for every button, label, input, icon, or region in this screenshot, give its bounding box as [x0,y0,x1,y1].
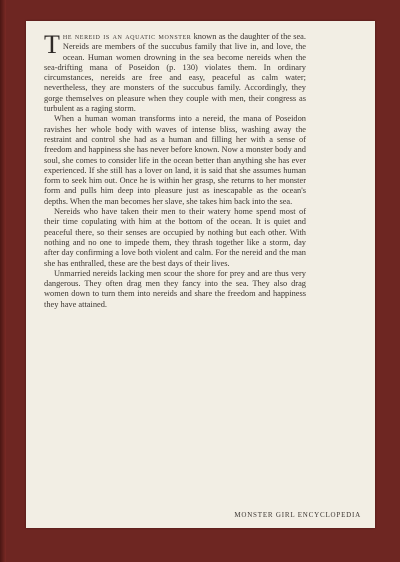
paragraph-3: Nereids who have taken their men to their watery home spend most of their time copulating with him at the bottom of the ocean. It is quiet and peaceful there, so their senses are occupied by nothing but each other. With nothing and no one to impede them, they thrash together like a storm, day after day confirming a love both violent and calm. For the nereid and the man she has enthralled, these are the best days of their lives. [44,207,306,268]
paper-panel [26,21,375,528]
page-edge-shadow [0,0,6,562]
paragraph-1 [44,32,306,114]
paragraph-4: Unmarried nereids lacking men scour the shore for prey and are thus very dangerous. They often drag men they fancy into the sea. They also drag women down to turn them into nereids and share the freedom and happiness they have attained. [44,268,306,309]
article-body [44,32,306,310]
running-footer: MONSTER GIRL ENCYCLOPEDIA [234,511,361,519]
paragraph-2: When a human woman transforms into a nereid, the mana of Poseidon ravishes her whole body with waves of intense bliss, washing away the restraint and control she had as a human and filling her with a sense of freedom and happiness she has never before known. Now a monster body and soul, she comes to consider life in the ocean better than anything she has ever experienced. If she still has a lover on land, it is said that she assumes human form to seek him out. Once he is within her grasp, she returns to her monster form and pulls him deep into pleasure just as inescapable as the ocean's depths. When the man becomes her slave, she takes him back into the sea. [44,114,306,206]
paragraph-1-text: known as the daughter of the sea. Nereids are members of the succubus family that live in, and love, the ocean. Human women drowning in the sea become nereids when the sea-drifting mana of Poseidon (p. 130) violates them. In ordinary circumstances, nereids are free and easy, peaceful as calm water; nevertheless, they are monsters of the succubus family. Accordingly, they gorge themselves on pleasure when they couple with men, their congress as turbulent as a raging storm. [44,32,306,114]
drop-cap: T [44,30,60,59]
lead-in-smallcaps: he nereid is an aquatic monster [62,32,192,41]
